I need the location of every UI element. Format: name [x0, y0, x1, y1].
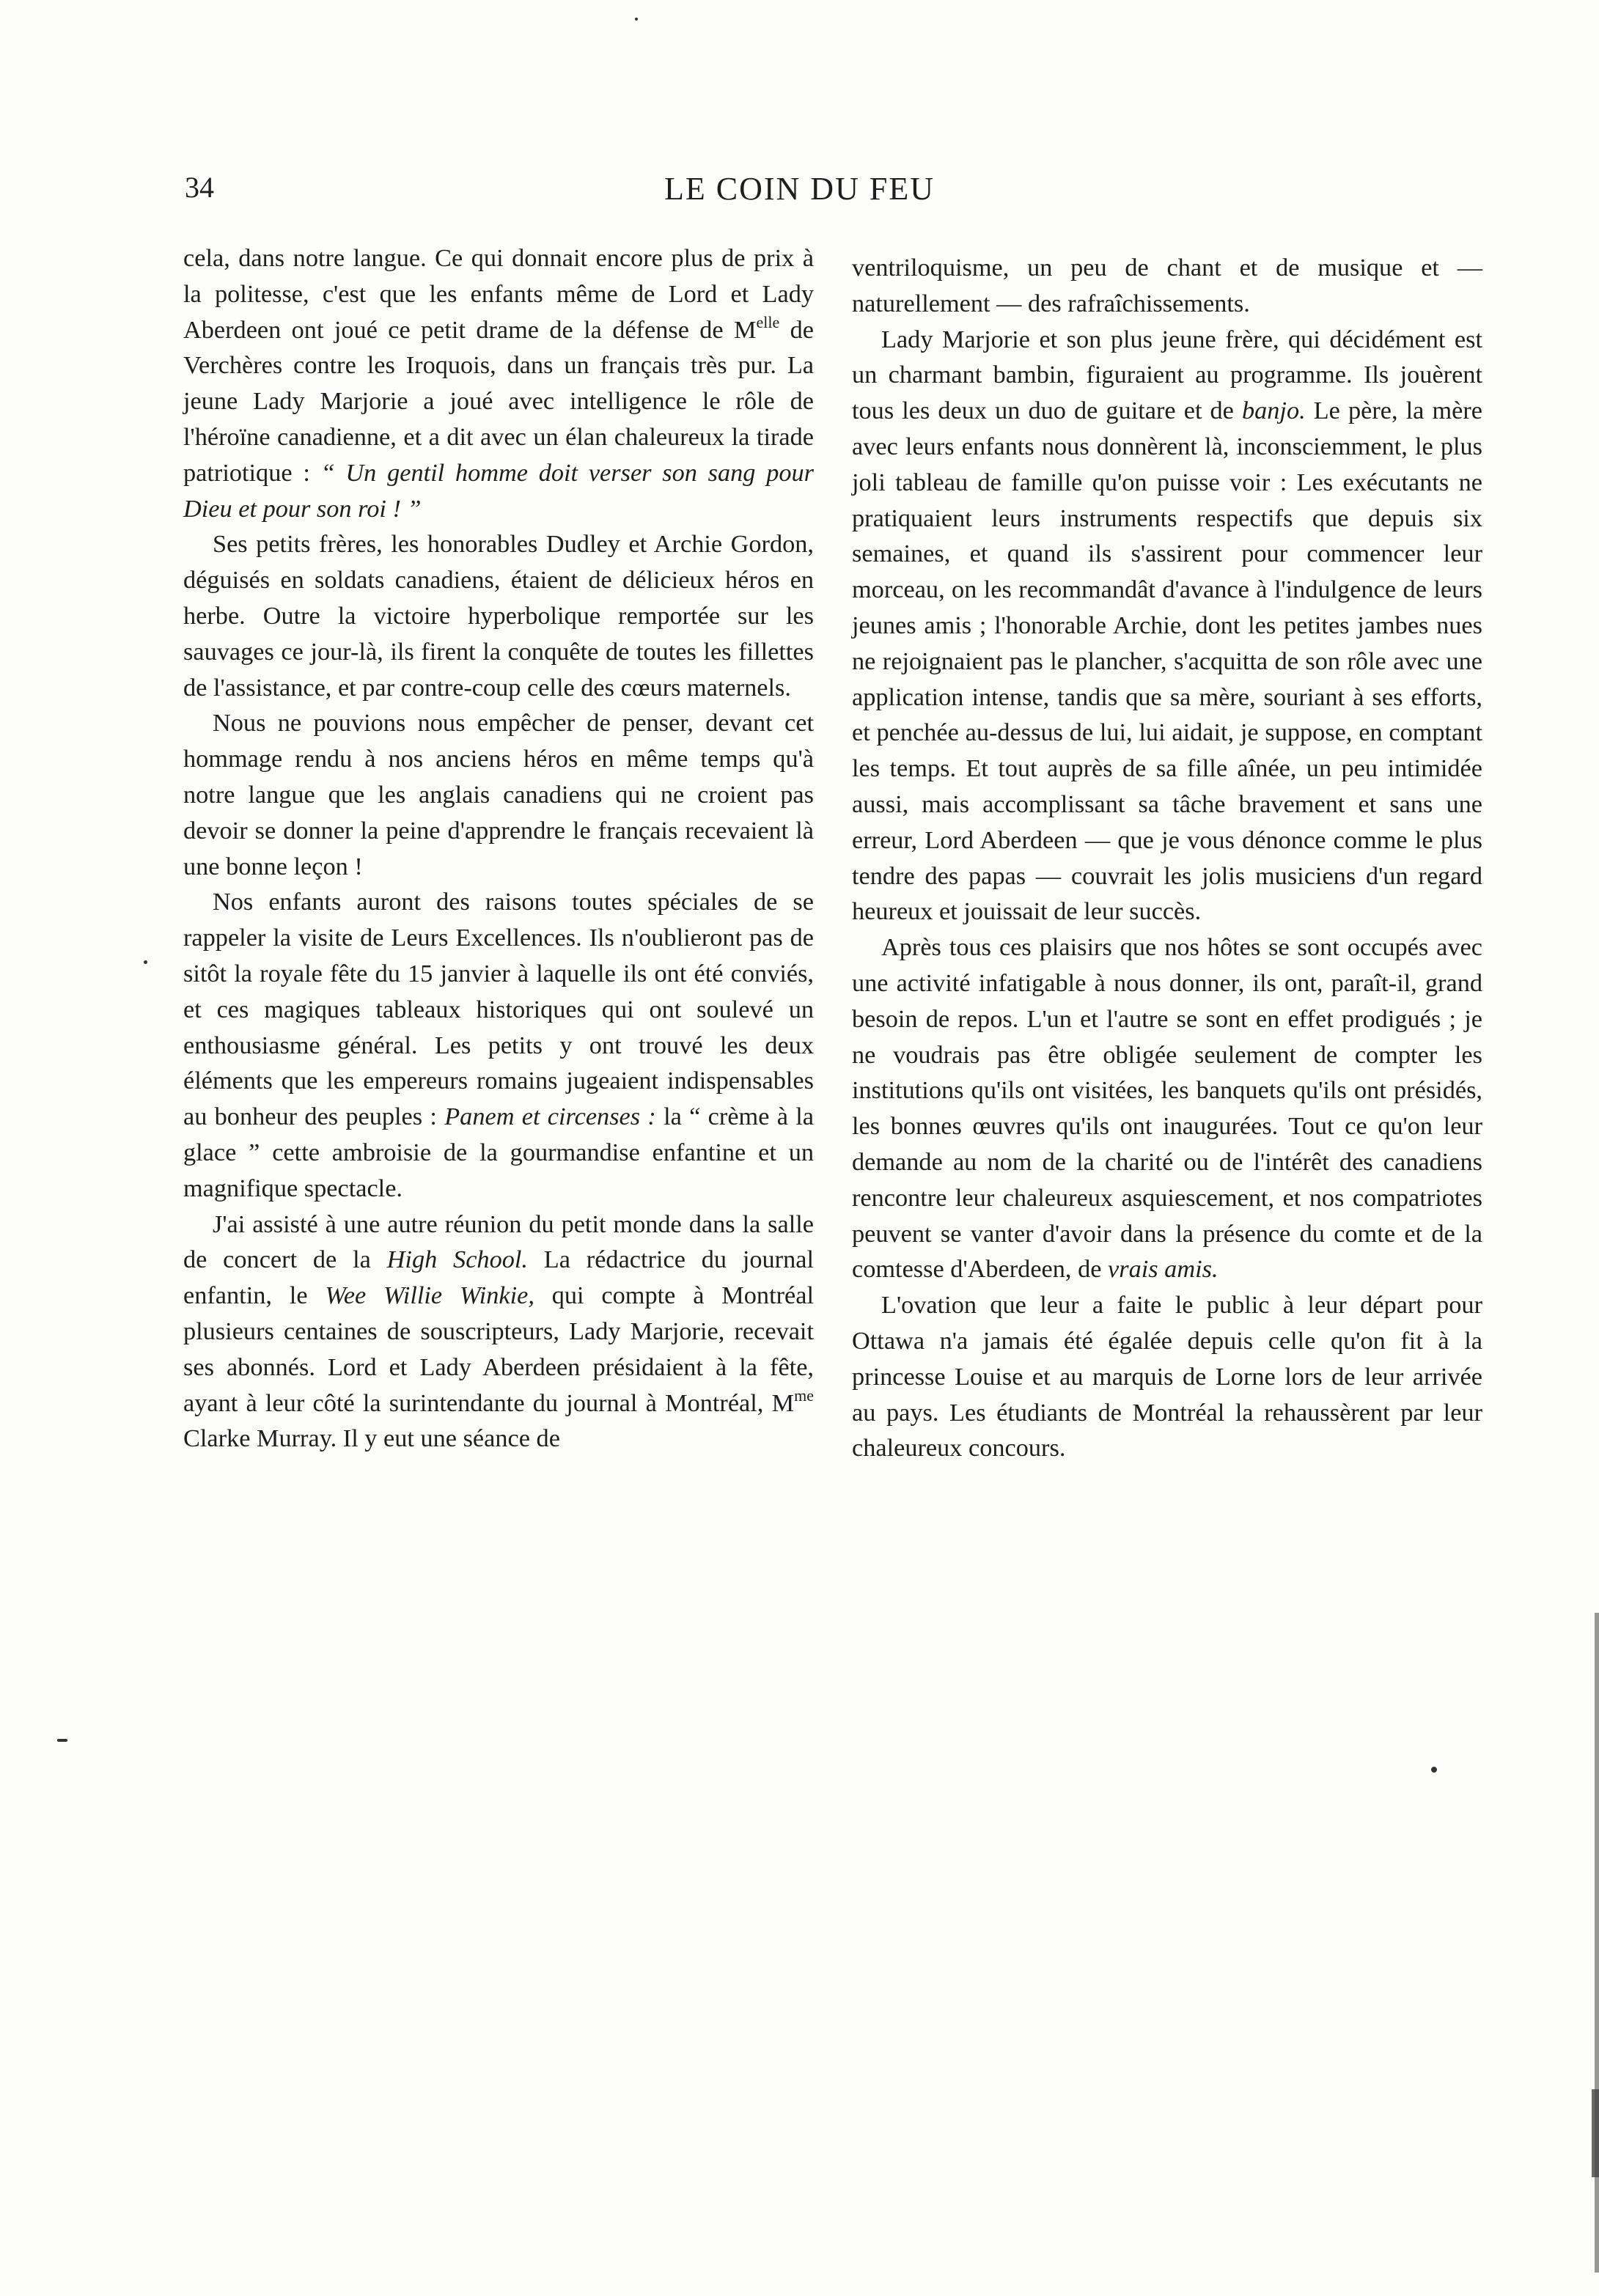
- paragraph: Nous ne pouvions nous empêcher de penser, devant cet hommage rendu à nos anciens héros en même temps qu'à notre langue que les anglais canadiens qui ne croient pas devoir se donner la peine d'apprendre le français recevaient là une bonne leçon !: [183, 709, 814, 880]
- text-run: Lady Marjorie et son plus jeune frère, qui décidément est un charmant bambin, figuraient au programme. Ils jouèrent tous les deux un duo de guitare et de: [852, 325, 1482, 425]
- italic-text: vrais amis.: [1108, 1255, 1218, 1284]
- paragraph: L'ovation que leur a faite le public à leur départ pour Ottawa n'a jamais été égalée depuis celle qu'on fit à la princesse Louise et au marquis de Lorne lors de leur arrivée au pays. Les étudiants de Montréal la rehaussèrent par leur chaleureux concours.: [852, 1291, 1482, 1462]
- text-run: de Verchères contre les Iroquois, dans un français très pur. La jeune Lady Marjorie a joué avec intelligence le rôle de l'héroïne canadienne, et a dit avec un élan chaleureux la tirade patriotique :: [183, 315, 814, 487]
- running-title: LE COIN DU FEU: [664, 171, 935, 207]
- print-speck: [1431, 1767, 1437, 1773]
- print-speck: [635, 18, 638, 21]
- text-run: Après tous ces plaisirs que nos hôtes se sont occupés avec une activité infatigable à nous donner, ils ont, paraît-il, grand besoin de repos. L'un et l'autre se sont en effet prodigués ; je ne voudrais pas être obligée seulement de compter les institutions qu'ils ont visitées, les banquets qu'ils ont présidés, les bonnes œuvres qu'ils ont inaugurées. Tout ce qu'on leur demande au nom de la charité ou de l'intérêt des canadiens rencontre leur chaleureux asquiescement, et nos compatriotes peuvent se vanter d'avoir dans la présence du comte et de la comtesse d'Aberdeen, de: [852, 933, 1482, 1284]
- italic-text: Panem et circenses :: [444, 1103, 656, 1131]
- italic-quote: “ Un gentil homme doit verser son sang pour Dieu et pour son roi ! ”: [183, 458, 814, 523]
- paragraph: ventriloquisme, un peu de chant et de musique et — naturellement — des rafraîchissements.: [852, 254, 1482, 317]
- paragraph: [183, 884, 814, 1206]
- paragraph: [852, 930, 1482, 1287]
- italic-text: banjo.: [1241, 397, 1306, 425]
- scan-edge-mark: [1592, 2089, 1599, 2177]
- print-speck: [57, 1739, 67, 1742]
- text-run: La rédactrice du journal enfantin, le: [183, 1245, 814, 1310]
- right-column: [852, 250, 1482, 1466]
- print-speck: [144, 960, 147, 964]
- left-column: [183, 240, 814, 1457]
- text-run: J'ai assisté à une autre réunion du petit monde dans la salle de concert de la: [183, 1210, 814, 1274]
- paragraph: [183, 1207, 814, 1457]
- text-run: cela, dans notre langue. Ce qui donnait encore plus de prix à la politesse, c'est que les enfants même de Lord et Lady Aberdeen ont joué ce petit drame de la défense de M: [183, 244, 814, 344]
- page-number: 34: [185, 171, 214, 204]
- italic-text: High School.: [386, 1245, 528, 1274]
- italic-text: Wee Willie Winkie,: [325, 1281, 534, 1310]
- paragraph: Ses petits frères, les honorables Dudley et Archie Gordon, déguisés en soldats canadiens, étaient de délicieux héros en herbe. Outre la victoire hyperbolique remportée sur les sauvages ce jour-là, ils firent la conquête de toutes les fillettes de l'assistance, et par contre-coup celle des cœurs maternels.: [183, 530, 814, 702]
- superscript: me: [794, 1386, 814, 1405]
- text-run: qui compte à Montréal plusieurs centaines de souscripteurs, Lady Marjorie, recevait ses abonnés. Lord et Lady Aberdeen présidaient à la fête, ayant à leur côté la surintendante du journal à Montréal, M: [183, 1281, 815, 1417]
- text-run: la “ crème à la glace ” cette ambroisie de la gourmandise enfantine et un magnifique spectacle.: [183, 1103, 814, 1202]
- paragraph: [183, 240, 814, 526]
- text-run: Le père, la mère avec leurs enfants nous donnèrent là, inconsciemment, le plus joli tableau de famille qu'on puisse voir : Les exécutants ne pratiquaient leurs instruments respectifs que depuis six semaines, et quand ils s'assirent pour commencer leur morceau, on les recommandât d'avance à l'indulgence de leurs jeunes amis ; l'honorable Archie, dont les petites jambes nues ne rejoignaient pas le plancher, s'acquitta de son rôle avec une application intense, tandis que sa mère, souriant à ses efforts, et penchée au-dessus de lui, lui aidait, je suppose, en comptant les temps. Et tout auprès de sa fille aînée, un peu intimidée aussi, mais accomplissant sa tâche bravement et sans une erreur, Lord Aberdeen — que je vous dénonce comme le plus tendre des papas — couvrait les jolis musiciens d'un regard heureux et jouissait de leur succès.: [852, 397, 1482, 926]
- superscript: elle: [756, 312, 780, 331]
- text-run: Nos enfants auront des raisons toutes spéciales de se rappeler la visite de Leurs Excellences. Ils n'oublieront pas de sitôt la royale fête du 15 janvier à laquelle ils ont été conviés, et ces magiques tableaux historiques qui ont soulevé un enthousiasme général. Les petits y ont trouvé les deux éléments que les empereurs romains jugeaient indispensables au bonheur des peuples :: [183, 888, 814, 1131]
- text-run: Clarke Murray. Il y eut une séance de: [183, 1424, 560, 1453]
- paragraph: [852, 322, 1482, 930]
